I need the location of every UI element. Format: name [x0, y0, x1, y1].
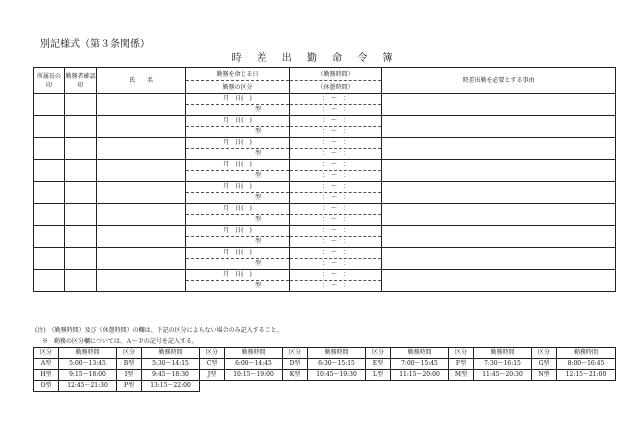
legend-type-code — [366, 381, 391, 392]
name-cell[interactable] — [97, 270, 186, 292]
worker-confirm-cell[interactable] — [65, 182, 97, 204]
break-hours-cell[interactable]: ： 〜 ： — [290, 127, 382, 138]
register-row — [34, 204, 616, 215]
header-worker-confirm: 勤務者確認印 — [65, 68, 97, 94]
legend-type-hours: 7:00〜15:45 — [391, 359, 449, 370]
work-type-cell[interactable]: 型 — [186, 127, 290, 138]
work-hours-cell[interactable]: ： 〜 ： — [290, 204, 382, 215]
name-cell[interactable] — [97, 160, 186, 182]
legend-type-code: N型 — [532, 370, 557, 381]
order-date-cell[interactable]: 月 日( ) — [186, 160, 290, 171]
name-cell[interactable] — [97, 138, 186, 160]
work-type-cell[interactable]: 型 — [186, 193, 290, 204]
legend-row — [34, 381, 616, 392]
work-type-cell[interactable]: 型 — [186, 149, 290, 160]
reason-cell[interactable] — [382, 248, 616, 270]
header-order-date: 勤務を命じる日 — [186, 68, 290, 81]
legend-head-type: 区分 — [532, 348, 557, 359]
legend-row — [34, 370, 616, 381]
header-work-hours: （勤務時間） — [290, 68, 382, 81]
legend-type-code: P型 — [117, 381, 142, 392]
legend-head-type: 区分 — [117, 348, 142, 359]
name-cell[interactable] — [97, 182, 186, 204]
break-hours-cell[interactable]: ： 〜 ： — [290, 105, 382, 116]
header-work-type: 勤務の区分 — [186, 81, 290, 94]
work-hours-cell[interactable]: ： 〜 ： — [290, 182, 382, 193]
supervisor-seal-cell[interactable] — [34, 270, 65, 292]
legend-type-code: J型 — [200, 370, 225, 381]
worker-confirm-cell[interactable] — [65, 248, 97, 270]
break-hours-cell[interactable]: ： 〜 ： — [290, 237, 382, 248]
legend-head-type: 区分 — [449, 348, 474, 359]
legend-head-time: 勤務時間 — [59, 348, 117, 359]
legend-row — [34, 359, 616, 370]
name-cell[interactable] — [97, 116, 186, 138]
legend-head-time: 勤務時間 — [391, 348, 449, 359]
work-type-cell[interactable]: 型 — [186, 171, 290, 182]
worker-confirm-cell[interactable] — [65, 138, 97, 160]
work-hours-cell[interactable]: ： 〜 ： — [290, 138, 382, 149]
name-cell[interactable] — [97, 248, 186, 270]
worker-confirm-cell[interactable] — [65, 204, 97, 226]
legend-type-code: F型 — [449, 359, 474, 370]
legend-type-code: L型 — [366, 370, 391, 381]
work-hours-cell[interactable]: ： 〜 ： — [290, 226, 382, 237]
supervisor-seal-cell[interactable] — [34, 160, 65, 182]
header-name: 氏 名 — [97, 68, 186, 94]
worker-confirm-cell[interactable] — [65, 116, 97, 138]
page-title: 時 差 出 勤 命 令 簿 — [231, 53, 399, 64]
work-type-legend — [33, 347, 616, 392]
legend-type-hours — [474, 381, 532, 392]
break-hours-cell[interactable]: ： 〜 ： — [290, 149, 382, 160]
supervisor-seal-cell[interactable] — [34, 226, 65, 248]
legend-type-hours: 11:15〜20:00 — [391, 370, 449, 381]
reason-cell[interactable] — [382, 226, 616, 248]
legend-type-code — [283, 381, 308, 392]
order-date-cell[interactable]: 月 日( ) — [186, 270, 290, 281]
legend-head-time: 勤務時間 — [225, 348, 283, 359]
order-date-cell[interactable]: 月 日( ) — [186, 248, 290, 259]
form-label: 別記様式（第３条関係） — [40, 39, 150, 50]
legend-type-hours — [225, 381, 283, 392]
register-row — [34, 270, 616, 281]
name-cell[interactable] — [97, 94, 186, 116]
legend-head-time: 勤務時間 — [474, 348, 532, 359]
note-2: ※ 勤務の区分欄については、Ａ〜Ｐの記号を記入する。 — [42, 338, 198, 345]
worker-confirm-cell[interactable] — [65, 94, 97, 116]
legend-type-hours: 10:45〜19:30 — [308, 370, 366, 381]
legend-type-hours — [391, 381, 449, 392]
worker-confirm-cell[interactable] — [65, 270, 97, 292]
work-type-cell[interactable]: 型 — [186, 105, 290, 116]
order-date-cell[interactable]: 月 日( ) — [186, 116, 290, 127]
reason-cell[interactable] — [382, 138, 616, 160]
legend-type-hours: 6:30〜15:15 — [308, 359, 366, 370]
supervisor-seal-cell[interactable] — [34, 204, 65, 226]
order-date-cell[interactable]: 月 日( ) — [186, 204, 290, 215]
legend-type-code — [532, 381, 557, 392]
legend-type-code: I型 — [117, 370, 142, 381]
supervisor-seal-cell[interactable] — [34, 138, 65, 160]
legend-type-hours — [557, 381, 616, 392]
reason-cell[interactable] — [382, 94, 616, 116]
order-date-cell[interactable]: 月 日( ) — [186, 138, 290, 149]
legend-type-hours — [308, 381, 366, 392]
reason-cell[interactable] — [382, 182, 616, 204]
legend-type-hours: 5:30〜14:15 — [142, 359, 200, 370]
order-date-cell[interactable]: 月 日( ) — [186, 182, 290, 193]
work-hours-cell[interactable]: ： 〜 ： — [290, 160, 382, 171]
register-row — [34, 248, 616, 259]
legend-type-code: D型 — [283, 359, 308, 370]
supervisor-seal-cell[interactable] — [34, 248, 65, 270]
supervisor-seal-cell[interactable] — [34, 116, 65, 138]
register-row — [34, 182, 616, 193]
worker-confirm-cell[interactable] — [65, 226, 97, 248]
work-type-cell[interactable]: 型 — [186, 215, 290, 226]
legend-head-type: 区分 — [200, 348, 225, 359]
legend-type-code: O型 — [34, 381, 59, 392]
legend-type-hours: 11:45〜20:30 — [474, 370, 532, 381]
legend-head-time: 勤務時間 — [308, 348, 366, 359]
legend-type-code: B型 — [117, 359, 142, 370]
reason-cell[interactable] — [382, 204, 616, 226]
header-reason: 時差出勤を必要とする事由 — [382, 68, 616, 94]
register-row — [34, 138, 616, 149]
work-type-cell[interactable]: 型 — [186, 259, 290, 270]
legend-type-code: E型 — [366, 359, 391, 370]
name-cell[interactable] — [97, 204, 186, 226]
header-break-hours: （休憩時間） — [290, 81, 382, 94]
break-hours-cell[interactable]: ： 〜 ： — [290, 171, 382, 182]
legend-head-time: 勤務時間 — [142, 348, 200, 359]
legend-type-code: H型 — [34, 370, 59, 381]
legend-head-type: 区分 — [366, 348, 391, 359]
register-row — [34, 94, 616, 105]
name-cell[interactable] — [97, 226, 186, 248]
legend-head-time: 勤務時間 — [557, 348, 616, 359]
legend-type-code: K型 — [283, 370, 308, 381]
worker-confirm-cell[interactable] — [65, 160, 97, 182]
reason-cell[interactable] — [382, 116, 616, 138]
legend-type-code: G型 — [532, 359, 557, 370]
legend-type-hours: 9:15〜18:00 — [59, 370, 117, 381]
legend-type-hours: 12:15〜21:00 — [557, 370, 616, 381]
legend-type-hours: 13:15〜22:00 — [142, 381, 200, 392]
work-type-cell[interactable]: 型 — [186, 281, 290, 292]
work-hours-cell[interactable]: ： 〜 ： — [290, 270, 382, 281]
legend-head-type: 区分 — [283, 348, 308, 359]
legend-type-hours: 5:00〜13:45 — [59, 359, 117, 370]
order-date-cell[interactable]: 月 日( ) — [186, 226, 290, 237]
work-type-cell[interactable]: 型 — [186, 237, 290, 248]
supervisor-seal-cell[interactable] — [34, 94, 65, 116]
break-hours-cell[interactable]: ： 〜 ： — [290, 259, 382, 270]
legend-head-type: 区分 — [34, 348, 59, 359]
break-hours-cell[interactable]: ： 〜 ： — [290, 215, 382, 226]
break-hours-cell[interactable]: ： 〜 ： — [290, 281, 382, 292]
header-supervisor-seal: 所属長の 印 — [34, 68, 65, 94]
register-row — [34, 116, 616, 127]
legend-type-code: M型 — [449, 370, 474, 381]
note-1: (注) （勤務時間）及び（休憩時間）の欄は、下記の区分によらない場合のみ記入すること。 — [35, 327, 283, 334]
work-hours-cell[interactable]: ： 〜 ： — [290, 94, 382, 105]
legend-type-hours: 8:00〜16:45 — [557, 359, 616, 370]
legend-type-code — [449, 381, 474, 392]
legend-type-code — [200, 381, 225, 392]
reason-cell[interactable] — [382, 160, 616, 182]
reason-cell[interactable] — [382, 270, 616, 292]
order-date-cell[interactable]: 月 日( ) — [186, 94, 290, 105]
order-register-table — [33, 67, 616, 292]
register-row — [34, 160, 616, 171]
legend-type-hours: 12:45〜21:30 — [59, 381, 117, 392]
legend-type-hours: 6:00〜14:45 — [225, 359, 283, 370]
legend-type-hours: 7:30〜16:15 — [474, 359, 532, 370]
legend-type-code: C型 — [200, 359, 225, 370]
register-row — [34, 226, 616, 237]
break-hours-cell[interactable]: ： 〜 ： — [290, 193, 382, 204]
legend-type-hours: 10:15〜19:00 — [225, 370, 283, 381]
work-hours-cell[interactable]: ： 〜 ： — [290, 248, 382, 259]
work-hours-cell[interactable]: ： 〜 ： — [290, 116, 382, 127]
legend-type-code: A型 — [34, 359, 59, 370]
legend-type-hours: 9:45〜18:30 — [142, 370, 200, 381]
supervisor-seal-cell[interactable] — [34, 182, 65, 204]
